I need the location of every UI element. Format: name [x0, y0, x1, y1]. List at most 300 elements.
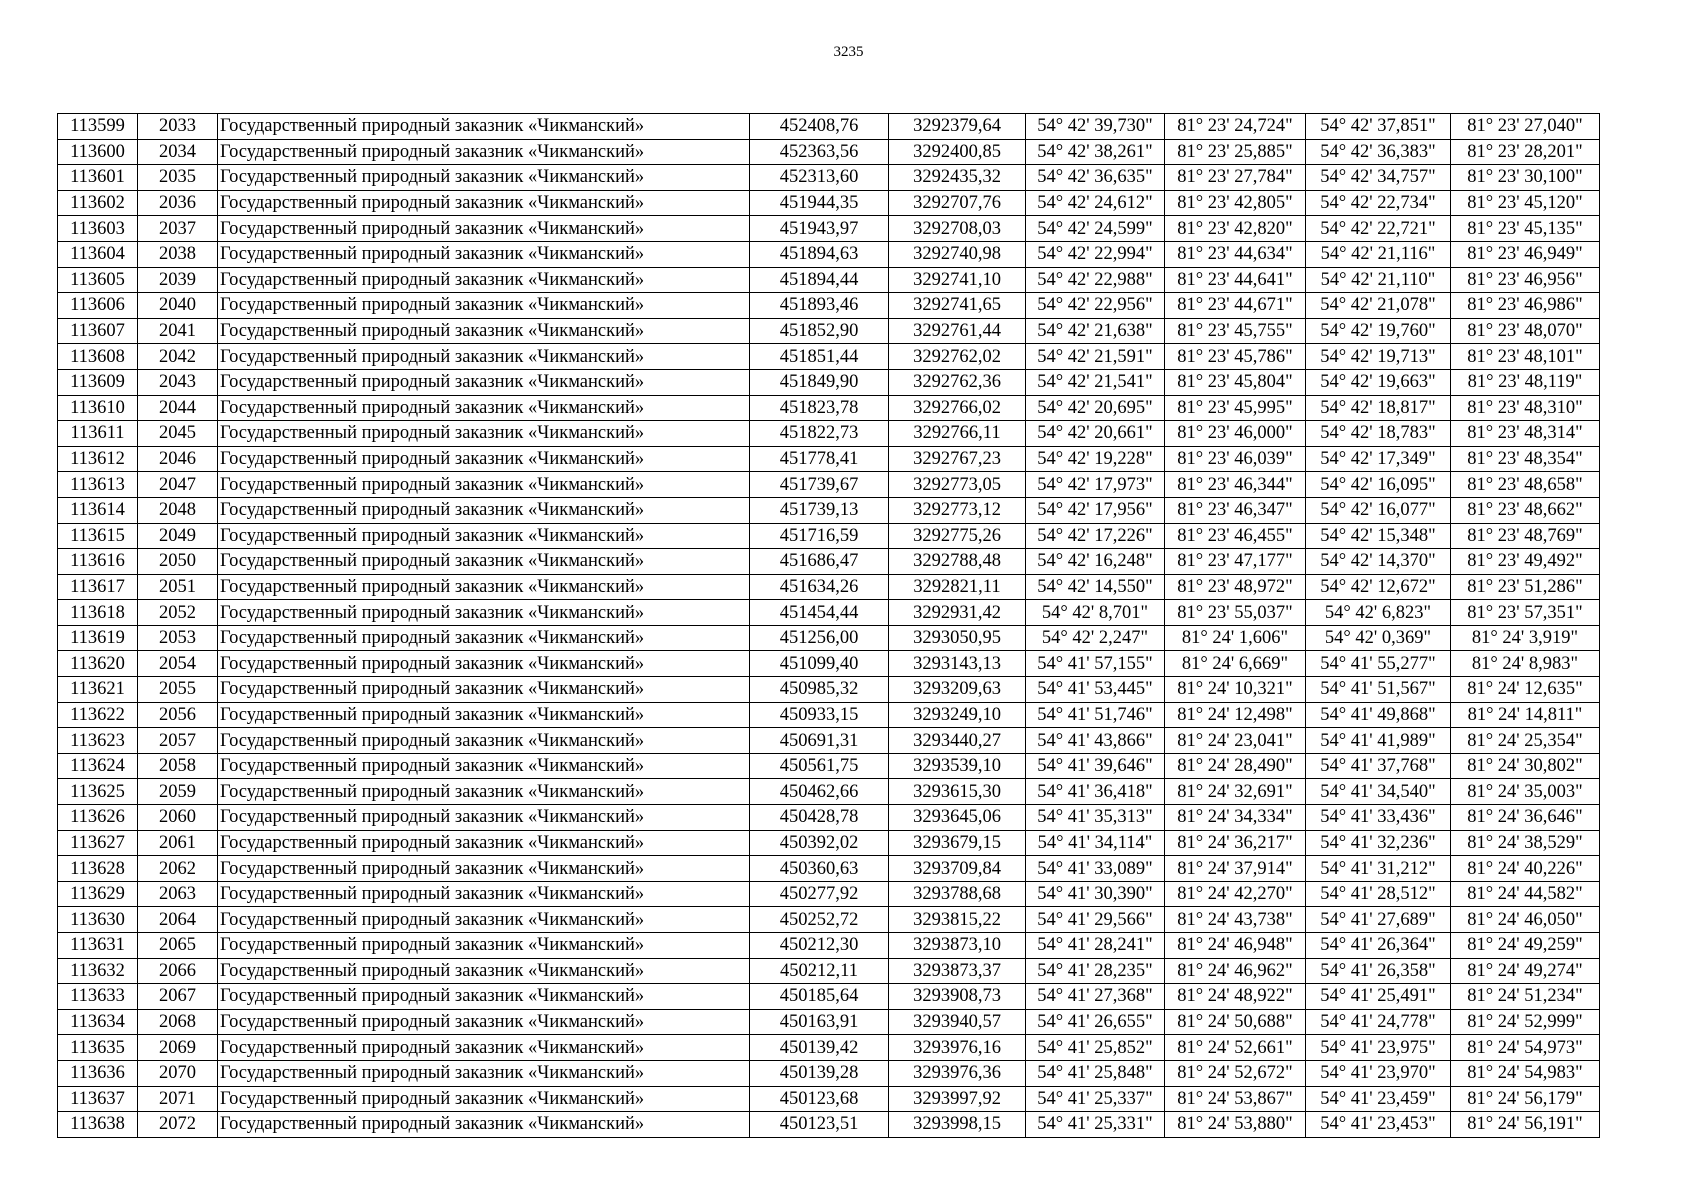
- coord-y-cell: 3292435,32: [889, 165, 1026, 191]
- latitude-1-cell: 54° 42' 36,635": [1026, 165, 1165, 191]
- latitude-2-cell: 54° 41' 23,975": [1306, 1035, 1451, 1061]
- record-number-cell: 113621: [58, 677, 138, 703]
- record-number-cell: 113614: [58, 497, 138, 523]
- longitude-2-cell: 81° 23' 48,658": [1451, 472, 1600, 498]
- latitude-2-cell: 54° 41' 51,567": [1306, 677, 1451, 703]
- latitude-2-cell: 54° 41' 23,459": [1306, 1086, 1451, 1112]
- record-number-cell: 113609: [58, 369, 138, 395]
- record-number-cell: 113631: [58, 933, 138, 959]
- coord-y-cell: 3292762,36: [889, 369, 1026, 395]
- coord-y-cell: 3292707,76: [889, 190, 1026, 216]
- record-number-cell: 113620: [58, 651, 138, 677]
- latitude-1-cell: 54° 42' 39,730": [1026, 114, 1165, 140]
- latitude-2-cell: 54° 42' 6,823": [1306, 600, 1451, 626]
- coord-y-cell: 3292708,03: [889, 216, 1026, 242]
- table-row: [58, 369, 1600, 395]
- latitude-2-cell: 54° 41' 26,358": [1306, 958, 1451, 984]
- table-row: [58, 267, 1600, 293]
- longitude-1-cell: 81° 24' 52,672": [1165, 1060, 1306, 1086]
- table-row: [58, 1009, 1600, 1035]
- object-name-cell: Государственный природный заказник «Чикманский»: [218, 369, 750, 395]
- point-number-cell: 2060: [138, 805, 218, 831]
- latitude-1-cell: 54° 42' 20,695": [1026, 395, 1165, 421]
- object-name-cell: Государственный природный заказник «Чикманский»: [218, 779, 750, 805]
- record-number-cell: 113605: [58, 267, 138, 293]
- object-name-cell: Государственный природный заказник «Чикманский»: [218, 830, 750, 856]
- longitude-1-cell: 81° 23' 46,344": [1165, 472, 1306, 498]
- longitude-1-cell: 81° 23' 45,755": [1165, 318, 1306, 344]
- longitude-2-cell: 81° 23' 48,119": [1451, 369, 1600, 395]
- point-number-cell: 2037: [138, 216, 218, 242]
- latitude-2-cell: 54° 42' 18,783": [1306, 421, 1451, 447]
- latitude-2-cell: 54° 41' 28,512": [1306, 881, 1451, 907]
- coord-x-cell: 451823,78: [750, 395, 889, 421]
- point-number-cell: 2051: [138, 574, 218, 600]
- latitude-2-cell: 54° 42' 37,851": [1306, 114, 1451, 140]
- table-row: [58, 293, 1600, 319]
- coord-y-cell: 3292762,02: [889, 344, 1026, 370]
- table-row: [58, 523, 1600, 549]
- coord-y-cell: 3293539,10: [889, 753, 1026, 779]
- coord-y-cell: 3293908,73: [889, 984, 1026, 1010]
- longitude-2-cell: 81° 24' 52,999": [1451, 1009, 1600, 1035]
- coord-x-cell: 450139,28: [750, 1060, 889, 1086]
- longitude-1-cell: 81° 23' 44,641": [1165, 267, 1306, 293]
- point-number-cell: 2036: [138, 190, 218, 216]
- latitude-2-cell: 54° 42' 22,734": [1306, 190, 1451, 216]
- longitude-2-cell: 81° 23' 27,040": [1451, 114, 1600, 140]
- object-name-cell: Государственный природный заказник «Чикманский»: [218, 267, 750, 293]
- object-name-cell: Государственный природный заказник «Чикманский»: [218, 728, 750, 754]
- longitude-2-cell: 81° 23' 45,135": [1451, 216, 1600, 242]
- coord-y-cell: 3292773,12: [889, 497, 1026, 523]
- point-number-cell: 2058: [138, 753, 218, 779]
- longitude-1-cell: 81° 23' 47,177": [1165, 549, 1306, 575]
- coord-x-cell: 452313,60: [750, 165, 889, 191]
- record-number-cell: 113610: [58, 395, 138, 421]
- longitude-1-cell: 81° 23' 44,634": [1165, 241, 1306, 267]
- longitude-2-cell: 81° 23' 48,354": [1451, 446, 1600, 472]
- object-name-cell: Государственный природный заказник «Чикманский»: [218, 114, 750, 140]
- object-name-cell: Государственный природный заказник «Чикманский»: [218, 677, 750, 703]
- object-name-cell: Государственный природный заказник «Чикманский»: [218, 421, 750, 447]
- object-name-cell: Государственный природный заказник «Чикманский»: [218, 216, 750, 242]
- table-row: [58, 933, 1600, 959]
- object-name-cell: Государственный природный заказник «Чикманский»: [218, 139, 750, 165]
- latitude-1-cell: 54° 41' 28,241": [1026, 933, 1165, 959]
- latitude-2-cell: 54° 41' 23,453": [1306, 1112, 1451, 1138]
- latitude-1-cell: 54° 41' 25,337": [1026, 1086, 1165, 1112]
- longitude-2-cell: 81° 24' 56,179": [1451, 1086, 1600, 1112]
- longitude-2-cell: 81° 24' 46,050": [1451, 907, 1600, 933]
- longitude-1-cell: 81° 24' 48,922": [1165, 984, 1306, 1010]
- longitude-1-cell: 81° 24' 28,490": [1165, 753, 1306, 779]
- latitude-1-cell: 54° 42' 21,591": [1026, 344, 1165, 370]
- record-number-cell: 113635: [58, 1035, 138, 1061]
- coord-x-cell: 451739,67: [750, 472, 889, 498]
- longitude-2-cell: 81° 24' 38,529": [1451, 830, 1600, 856]
- longitude-1-cell: 81° 23' 25,885": [1165, 139, 1306, 165]
- table-row: [58, 395, 1600, 421]
- point-number-cell: 2035: [138, 165, 218, 191]
- table-row: [58, 190, 1600, 216]
- coord-x-cell: 451634,26: [750, 574, 889, 600]
- longitude-1-cell: 81° 23' 45,804": [1165, 369, 1306, 395]
- table-row: [58, 907, 1600, 933]
- latitude-1-cell: 54° 42' 20,661": [1026, 421, 1165, 447]
- object-name-cell: Государственный природный заказник «Чикманский»: [218, 805, 750, 831]
- latitude-2-cell: 54° 42' 22,721": [1306, 216, 1451, 242]
- latitude-1-cell: 54° 42' 14,550": [1026, 574, 1165, 600]
- point-number-cell: 2045: [138, 421, 218, 447]
- coord-x-cell: 450212,30: [750, 933, 889, 959]
- table-row: [58, 241, 1600, 267]
- record-number-cell: 113612: [58, 446, 138, 472]
- coord-x-cell: 451739,13: [750, 497, 889, 523]
- longitude-2-cell: 81° 24' 49,259": [1451, 933, 1600, 959]
- longitude-1-cell: 81° 23' 46,039": [1165, 446, 1306, 472]
- longitude-2-cell: 81° 24' 56,191": [1451, 1112, 1600, 1138]
- longitude-1-cell: 81° 24' 43,738": [1165, 907, 1306, 933]
- longitude-1-cell: 81° 23' 46,000": [1165, 421, 1306, 447]
- point-number-cell: 2049: [138, 523, 218, 549]
- longitude-2-cell: 81° 24' 44,582": [1451, 881, 1600, 907]
- latitude-2-cell: 54° 42' 34,757": [1306, 165, 1451, 191]
- coord-x-cell: 450123,51: [750, 1112, 889, 1138]
- object-name-cell: Государственный природный заказник «Чикманский»: [218, 344, 750, 370]
- record-number-cell: 113630: [58, 907, 138, 933]
- coord-y-cell: 3293440,27: [889, 728, 1026, 754]
- longitude-2-cell: 81° 23' 46,949": [1451, 241, 1600, 267]
- latitude-2-cell: 54° 42' 0,369": [1306, 625, 1451, 651]
- latitude-1-cell: 54° 41' 25,852": [1026, 1035, 1165, 1061]
- table-row: [58, 216, 1600, 242]
- point-number-cell: 2064: [138, 907, 218, 933]
- table-row: [58, 344, 1600, 370]
- longitude-1-cell: 81° 24' 23,041": [1165, 728, 1306, 754]
- coord-y-cell: 3293209,63: [889, 677, 1026, 703]
- longitude-2-cell: 81° 23' 48,310": [1451, 395, 1600, 421]
- table-row: [58, 881, 1600, 907]
- point-number-cell: 2041: [138, 318, 218, 344]
- point-number-cell: 2054: [138, 651, 218, 677]
- coord-x-cell: 450561,75: [750, 753, 889, 779]
- point-number-cell: 2061: [138, 830, 218, 856]
- record-number-cell: 113608: [58, 344, 138, 370]
- longitude-1-cell: 81° 23' 48,972": [1165, 574, 1306, 600]
- coord-y-cell: 3293976,36: [889, 1060, 1026, 1086]
- coord-y-cell: 3293998,15: [889, 1112, 1026, 1138]
- longitude-1-cell: 81° 24' 10,321": [1165, 677, 1306, 703]
- latitude-1-cell: 54° 42' 19,228": [1026, 446, 1165, 472]
- coord-y-cell: 3293050,95: [889, 625, 1026, 651]
- table-row: [58, 1112, 1600, 1138]
- object-name-cell: Государственный природный заказник «Чикманский»: [218, 1060, 750, 1086]
- latitude-1-cell: 54° 41' 39,646": [1026, 753, 1165, 779]
- record-number-cell: 113637: [58, 1086, 138, 1112]
- latitude-2-cell: 54° 41' 49,868": [1306, 702, 1451, 728]
- longitude-1-cell: 81° 24' 42,270": [1165, 881, 1306, 907]
- coord-x-cell: 450123,68: [750, 1086, 889, 1112]
- latitude-2-cell: 54° 41' 26,364": [1306, 933, 1451, 959]
- table-row: [58, 1060, 1600, 1086]
- object-name-cell: Государственный природный заказник «Чикманский»: [218, 1035, 750, 1061]
- table-row: [58, 677, 1600, 703]
- latitude-2-cell: 54° 41' 25,491": [1306, 984, 1451, 1010]
- coord-y-cell: 3293976,16: [889, 1035, 1026, 1061]
- object-name-cell: Государственный природный заказник «Чикманский»: [218, 549, 750, 575]
- coord-x-cell: 452408,76: [750, 114, 889, 140]
- latitude-2-cell: 54° 42' 16,077": [1306, 497, 1451, 523]
- longitude-2-cell: 81° 23' 48,101": [1451, 344, 1600, 370]
- latitude-1-cell: 54° 42' 17,973": [1026, 472, 1165, 498]
- longitude-2-cell: 81° 24' 54,983": [1451, 1060, 1600, 1086]
- longitude-2-cell: 81° 23' 48,769": [1451, 523, 1600, 549]
- coord-y-cell: 3292821,11: [889, 574, 1026, 600]
- record-number-cell: 113616: [58, 549, 138, 575]
- coord-x-cell: 450392,02: [750, 830, 889, 856]
- table-row: [58, 984, 1600, 1010]
- coord-x-cell: 451851,44: [750, 344, 889, 370]
- longitude-2-cell: 81° 24' 30,802": [1451, 753, 1600, 779]
- record-number-cell: 113599: [58, 114, 138, 140]
- longitude-1-cell: 81° 23' 24,724": [1165, 114, 1306, 140]
- object-name-cell: Государственный природный заказник «Чикманский»: [218, 984, 750, 1010]
- coord-x-cell: 451893,46: [750, 293, 889, 319]
- coord-y-cell: 3293679,15: [889, 830, 1026, 856]
- table-row: [58, 421, 1600, 447]
- point-number-cell: 2057: [138, 728, 218, 754]
- object-name-cell: Государственный природный заказник «Чикманский»: [218, 574, 750, 600]
- record-number-cell: 113622: [58, 702, 138, 728]
- coord-x-cell: 450691,31: [750, 728, 889, 754]
- table-row: [58, 728, 1600, 754]
- latitude-2-cell: 54° 42' 19,713": [1306, 344, 1451, 370]
- object-name-cell: Государственный природный заказник «Чикманский»: [218, 958, 750, 984]
- longitude-1-cell: 81° 24' 53,867": [1165, 1086, 1306, 1112]
- longitude-1-cell: 81° 24' 1,606": [1165, 625, 1306, 651]
- table-row: [58, 1035, 1600, 1061]
- longitude-2-cell: 81° 23' 48,070": [1451, 318, 1600, 344]
- point-number-cell: 2062: [138, 856, 218, 882]
- latitude-1-cell: 54° 42' 24,612": [1026, 190, 1165, 216]
- object-name-cell: Государственный природный заказник «Чикманский»: [218, 600, 750, 626]
- object-name-cell: Государственный природный заказник «Чикманский»: [218, 651, 750, 677]
- record-number-cell: 113600: [58, 139, 138, 165]
- longitude-2-cell: 81° 23' 57,351": [1451, 600, 1600, 626]
- object-name-cell: Государственный природный заказник «Чикманский»: [218, 702, 750, 728]
- longitude-1-cell: 81° 24' 6,669": [1165, 651, 1306, 677]
- point-number-cell: 2043: [138, 369, 218, 395]
- record-number-cell: 113602: [58, 190, 138, 216]
- longitude-1-cell: 81° 24' 50,688": [1165, 1009, 1306, 1035]
- object-name-cell: Государственный природный заказник «Чикманский»: [218, 933, 750, 959]
- point-number-cell: 2039: [138, 267, 218, 293]
- latitude-2-cell: 54° 41' 24,778": [1306, 1009, 1451, 1035]
- latitude-1-cell: 54° 42' 21,541": [1026, 369, 1165, 395]
- point-number-cell: 2065: [138, 933, 218, 959]
- object-name-cell: Государственный природный заказник «Чикманский»: [218, 753, 750, 779]
- latitude-2-cell: 54° 42' 19,663": [1306, 369, 1451, 395]
- point-number-cell: 2069: [138, 1035, 218, 1061]
- latitude-2-cell: 54° 42' 21,078": [1306, 293, 1451, 319]
- coord-y-cell: 3292379,64: [889, 114, 1026, 140]
- coord-y-cell: 3292931,42: [889, 600, 1026, 626]
- coord-y-cell: 3293873,37: [889, 958, 1026, 984]
- record-number-cell: 113607: [58, 318, 138, 344]
- latitude-2-cell: 54° 42' 21,110": [1306, 267, 1451, 293]
- table-row: [58, 1086, 1600, 1112]
- point-number-cell: 2070: [138, 1060, 218, 1086]
- point-number-cell: 2042: [138, 344, 218, 370]
- point-number-cell: 2053: [138, 625, 218, 651]
- coord-y-cell: 3292761,44: [889, 318, 1026, 344]
- record-number-cell: 113634: [58, 1009, 138, 1035]
- coord-x-cell: 451716,59: [750, 523, 889, 549]
- latitude-2-cell: 54° 42' 14,370": [1306, 549, 1451, 575]
- longitude-1-cell: 81° 24' 37,914": [1165, 856, 1306, 882]
- longitude-2-cell: 81° 24' 49,274": [1451, 958, 1600, 984]
- latitude-2-cell: 54° 41' 55,277": [1306, 651, 1451, 677]
- table-row: [58, 165, 1600, 191]
- latitude-2-cell: 54° 42' 17,349": [1306, 446, 1451, 472]
- record-number-cell: 113628: [58, 856, 138, 882]
- point-number-cell: 2050: [138, 549, 218, 575]
- object-name-cell: Государственный природный заказник «Чикманский»: [218, 241, 750, 267]
- coord-y-cell: 3293873,10: [889, 933, 1026, 959]
- record-number-cell: 113638: [58, 1112, 138, 1138]
- table-row: [58, 114, 1600, 140]
- coord-y-cell: 3293788,68: [889, 881, 1026, 907]
- longitude-1-cell: 81° 23' 46,455": [1165, 523, 1306, 549]
- latitude-1-cell: 54° 41' 57,155": [1026, 651, 1165, 677]
- record-number-cell: 113604: [58, 241, 138, 267]
- table-row: [58, 497, 1600, 523]
- point-number-cell: 2033: [138, 114, 218, 140]
- latitude-2-cell: 54° 42' 16,095": [1306, 472, 1451, 498]
- point-number-cell: 2068: [138, 1009, 218, 1035]
- record-number-cell: 113627: [58, 830, 138, 856]
- record-number-cell: 113623: [58, 728, 138, 754]
- coord-y-cell: 3293615,30: [889, 779, 1026, 805]
- point-number-cell: 2040: [138, 293, 218, 319]
- coord-y-cell: 3292775,26: [889, 523, 1026, 549]
- coord-x-cell: 452363,56: [750, 139, 889, 165]
- longitude-2-cell: 81° 23' 48,314": [1451, 421, 1600, 447]
- object-name-cell: Государственный природный заказник «Чикманский»: [218, 318, 750, 344]
- table-row: [58, 753, 1600, 779]
- latitude-2-cell: 54° 41' 27,689": [1306, 907, 1451, 933]
- point-number-cell: 2066: [138, 958, 218, 984]
- longitude-1-cell: 81° 23' 42,805": [1165, 190, 1306, 216]
- latitude-1-cell: 54° 42' 8,701": [1026, 600, 1165, 626]
- latitude-1-cell: 54° 41' 29,566": [1026, 907, 1165, 933]
- longitude-2-cell: 81° 24' 35,003": [1451, 779, 1600, 805]
- coord-x-cell: 451778,41: [750, 446, 889, 472]
- longitude-2-cell: 81° 23' 51,286": [1451, 574, 1600, 600]
- object-name-cell: Государственный природный заказник «Чикманский»: [218, 446, 750, 472]
- longitude-1-cell: 81° 24' 46,962": [1165, 958, 1306, 984]
- longitude-2-cell: 81° 23' 49,492": [1451, 549, 1600, 575]
- latitude-2-cell: 54° 41' 41,989": [1306, 728, 1451, 754]
- coord-x-cell: 450185,64: [750, 984, 889, 1010]
- record-number-cell: 113632: [58, 958, 138, 984]
- object-name-cell: Государственный природный заказник «Чикманский»: [218, 293, 750, 319]
- longitude-1-cell: 81° 24' 53,880": [1165, 1112, 1306, 1138]
- latitude-1-cell: 54° 41' 27,368": [1026, 984, 1165, 1010]
- record-number-cell: 113611: [58, 421, 138, 447]
- latitude-2-cell: 54° 42' 18,817": [1306, 395, 1451, 421]
- table-row: [58, 625, 1600, 651]
- coord-x-cell: 450360,63: [750, 856, 889, 882]
- coord-x-cell: 450163,91: [750, 1009, 889, 1035]
- point-number-cell: 2044: [138, 395, 218, 421]
- coord-y-cell: 3293143,13: [889, 651, 1026, 677]
- longitude-1-cell: 81° 23' 27,784": [1165, 165, 1306, 191]
- longitude-2-cell: 81° 24' 40,226": [1451, 856, 1600, 882]
- coord-x-cell: 451686,47: [750, 549, 889, 575]
- latitude-1-cell: 54° 41' 33,089": [1026, 856, 1165, 882]
- longitude-2-cell: 81° 23' 46,986": [1451, 293, 1600, 319]
- record-number-cell: 113613: [58, 472, 138, 498]
- longitude-1-cell: 81° 24' 32,691": [1165, 779, 1306, 805]
- longitude-1-cell: 81° 23' 42,820": [1165, 216, 1306, 242]
- coord-x-cell: 451852,90: [750, 318, 889, 344]
- coord-x-cell: 450462,66: [750, 779, 889, 805]
- table-row: [58, 574, 1600, 600]
- longitude-1-cell: 81° 24' 52,661": [1165, 1035, 1306, 1061]
- longitude-2-cell: 81° 24' 36,646": [1451, 805, 1600, 831]
- record-number-cell: 113619: [58, 625, 138, 651]
- latitude-2-cell: 54° 42' 36,383": [1306, 139, 1451, 165]
- object-name-cell: Государственный природный заказник «Чикманский»: [218, 472, 750, 498]
- coord-y-cell: 3292766,11: [889, 421, 1026, 447]
- table-row: [58, 446, 1600, 472]
- table-row: [58, 958, 1600, 984]
- object-name-cell: Государственный природный заказник «Чикманский»: [218, 1112, 750, 1138]
- object-name-cell: Государственный природный заказник «Чикманский»: [218, 395, 750, 421]
- record-number-cell: 113618: [58, 600, 138, 626]
- longitude-2-cell: 81° 24' 14,811": [1451, 702, 1600, 728]
- latitude-2-cell: 54° 42' 21,116": [1306, 241, 1451, 267]
- coord-y-cell: 3292741,10: [889, 267, 1026, 293]
- table-row: [58, 702, 1600, 728]
- longitude-2-cell: 81° 24' 25,354": [1451, 728, 1600, 754]
- coordinates-table: [57, 113, 1600, 1138]
- longitude-1-cell: 81° 23' 45,786": [1165, 344, 1306, 370]
- coord-y-cell: 3293645,06: [889, 805, 1026, 831]
- record-number-cell: 113626: [58, 805, 138, 831]
- latitude-1-cell: 54° 41' 53,445": [1026, 677, 1165, 703]
- latitude-1-cell: 54° 42' 17,956": [1026, 497, 1165, 523]
- latitude-1-cell: 54° 41' 51,746": [1026, 702, 1165, 728]
- coord-y-cell: 3292767,23: [889, 446, 1026, 472]
- point-number-cell: 2056: [138, 702, 218, 728]
- table-row: [58, 318, 1600, 344]
- longitude-2-cell: 81° 23' 46,956": [1451, 267, 1600, 293]
- record-number-cell: 113629: [58, 881, 138, 907]
- object-name-cell: Государственный природный заказник «Чикманский»: [218, 190, 750, 216]
- point-number-cell: 2046: [138, 446, 218, 472]
- longitude-2-cell: 81° 24' 3,919": [1451, 625, 1600, 651]
- point-number-cell: 2048: [138, 497, 218, 523]
- latitude-2-cell: 54° 41' 31,212": [1306, 856, 1451, 882]
- coord-x-cell: 451822,73: [750, 421, 889, 447]
- point-number-cell: 2034: [138, 139, 218, 165]
- latitude-1-cell: 54° 42' 22,994": [1026, 241, 1165, 267]
- object-name-cell: Государственный природный заказник «Чикманский»: [218, 1086, 750, 1112]
- record-number-cell: 113625: [58, 779, 138, 805]
